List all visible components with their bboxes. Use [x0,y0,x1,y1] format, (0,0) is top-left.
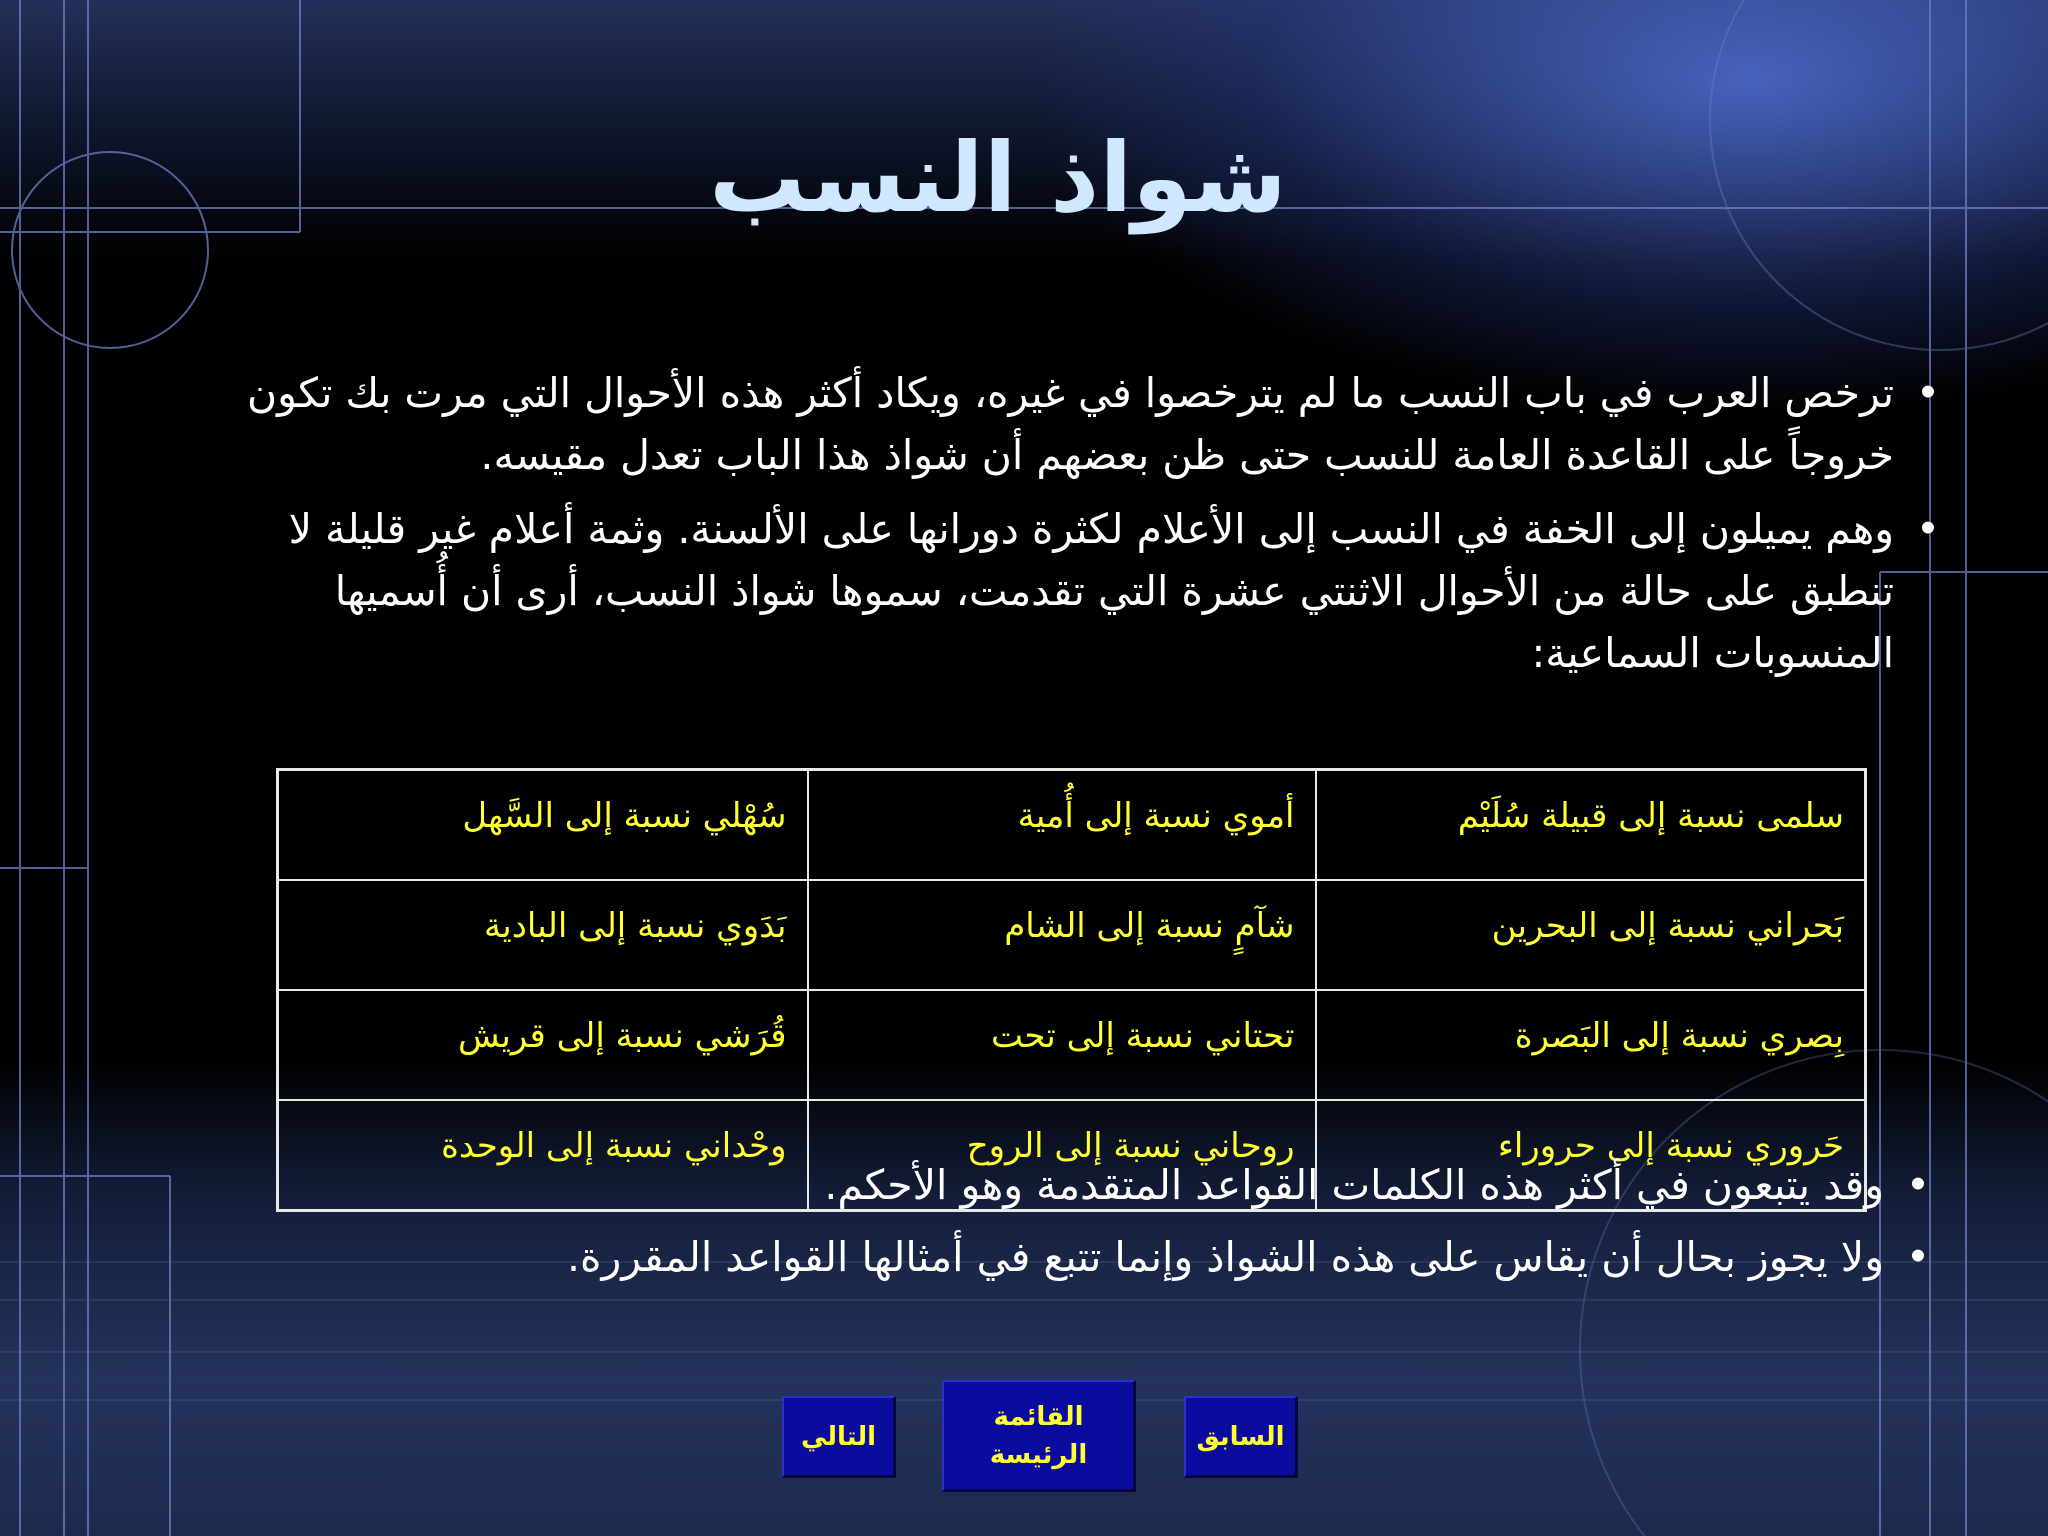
table-cell: بَحراني نسبة إلى البحرين [1316,880,1866,990]
bullet-item [180,498,1940,684]
table-row [278,880,1866,990]
table-cell: سلمى نسبة إلى قبيلة سُلَيْم [1316,770,1866,881]
next-button[interactable] [782,1396,896,1478]
bullet-dot-icon: • [1905,1161,1930,1209]
table-row [278,990,1866,1100]
bullet-text: ترخص العرب في باب النسب ما لم يترخصوا في غيره، ويكاد أكثر هذه الأحوال التي مرت بك تكون خروجاً على القاعدة العامة للنسب حتى ظن بعضهم أن شواذ هذا الباب تعدل مقيسه. [247,369,1894,479]
next-button-label: التالي [800,1421,877,1452]
table-row [278,770,1866,881]
table-cell: قُرَشي نسبة إلى قريش [278,990,808,1100]
bullet-dot-icon: • [1915,369,1940,417]
table-cell: أموي نسبة إلى أُمية [808,770,1316,881]
bullet-item [150,1152,1930,1218]
bullet-dot-icon: • [1905,1233,1930,1281]
previous-button[interactable] [1184,1396,1298,1478]
table-cell: شآمٍ نسبة إلى الشام [808,880,1316,990]
slide-title: شواذ النسب [709,122,1287,234]
table-cell: تحتاني نسبة إلى تحت [808,990,1316,1100]
table-cell: حَروري نسبة إلى حروراء [1316,1100,1866,1211]
intro-bullet-list [180,362,1940,696]
table-cell: سُهْلي نسبة إلى السَّهل [278,770,808,881]
table-cell: بِصري نسبة إلى البَصرة [1316,990,1866,1100]
previous-button-label: السابق [1196,1421,1285,1452]
bullet-dot-icon: • [1915,505,1940,553]
bullet-text: وهم يميلون إلى الخفة في النسب إلى الأعلام لكثرة دورانها على الألسنة. وثمة أعلام غير قليلة لا تنطبق على حالة من الأحوال الاثنتي عشرة التي تقدمت، سموها شواذ النسب، أرى أن أُسميها المنسوبات السماعية: [288,505,1894,677]
table-cell: روحاني نسبة إلى الروح [808,1100,1316,1211]
main-menu-button-label-line1: القائمة [993,1401,1084,1432]
conclusion-bullet-list [150,1152,1930,1296]
bullet-item [150,1224,1930,1290]
irregular-nisba-table [276,768,1867,1212]
main-menu-button-label-line2: الرئيسة [989,1439,1088,1470]
table-cell: وحْداني نسبة إلى الوحدة [278,1100,808,1211]
bullet-text: ولا يجوز بحال أن يقاس على هذه الشواذ وإنما تتبع في أمثالها القواعد المقررة. [566,1233,1884,1281]
main-menu-button[interactable] [942,1380,1136,1492]
table-cell: بَدَوي نسبة إلى البادية [278,880,808,990]
bullet-text: وقد يتبعون في أكثر هذه الكلمات القواعد المتقدمة وهو الأحكم. [824,1161,1884,1209]
bullet-item [180,362,1940,486]
